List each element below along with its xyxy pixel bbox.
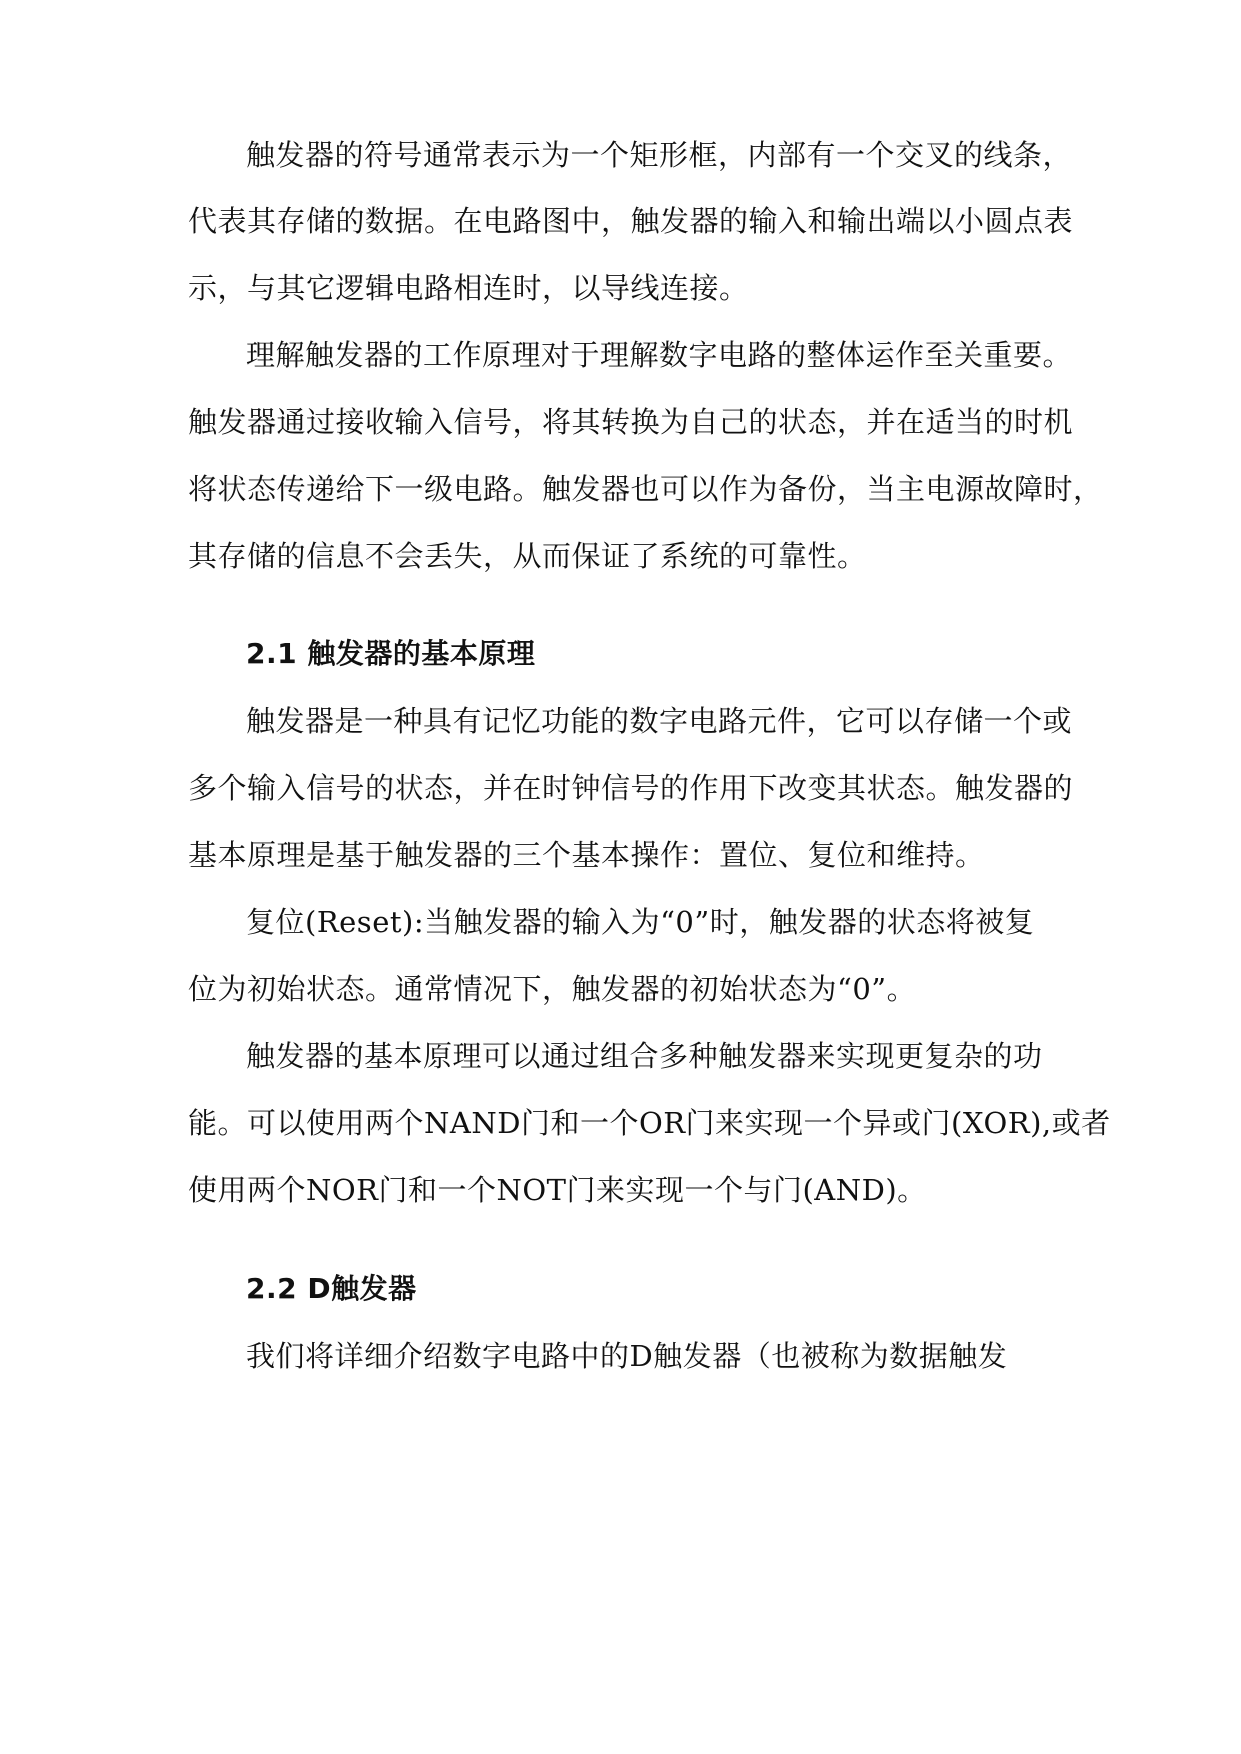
- paragraph-line: 代表其存储的数据。在电路图中，触发器的输入和输出端以小圆点表: [188, 204, 1074, 238]
- paragraph-line: 复位(Reset):当触发器的输入为“0”时，触发器的状态将被复: [246, 905, 1035, 939]
- paragraph-line: 理解触发器的工作原理对于理解数字电路的整体运作至关重要。: [246, 338, 1073, 372]
- paragraph-line: 其存储的信息不会丢失，从而保证了系统的可靠性。: [188, 539, 867, 573]
- paragraph-line: 能。可以使用两个NAND门和一个OR门来实现一个异或门(XOR),或者: [188, 1106, 1111, 1140]
- paragraph-line: 将状态传递给下一级电路。触发器也可以作为备份，当主电源故障时，: [188, 472, 1103, 506]
- paragraph-line: 触发器的基本原理可以通过组合多种触发器来实现更复杂的功: [246, 1039, 1043, 1073]
- paragraph-line: 触发器通过接收输入信号，将其转换为自己的状态，并在适当的时机: [188, 405, 1074, 439]
- paragraph-line: 多个输入信号的状态，并在时钟信号的作用下改变其状态。触发器的: [188, 771, 1074, 805]
- paragraph-line: 使用两个NOR门和一个NOT门来实现一个与门(AND)。: [188, 1173, 927, 1207]
- paragraph-line: 基本原理是基于触发器的三个基本操作：置位、复位和维持。: [188, 838, 985, 872]
- section-heading-2-1: 2.1 触发器的基本原理: [246, 637, 536, 670]
- paragraph-line: 示，与其它逻辑电路相连时，以导线连接。: [188, 271, 749, 305]
- paragraph-line: 触发器是一种具有记忆功能的数字电路元件，它可以存储一个或: [246, 704, 1073, 738]
- paragraph-line: 我们将详细介绍数字电路中的D触发器（也被称为数据触发: [246, 1339, 1008, 1373]
- section-heading-2-2: 2.2 D触发器: [246, 1272, 417, 1305]
- paragraph-line: 位为初始状态。通常情况下，触发器的初始状态为“0”。: [188, 972, 917, 1006]
- paragraph-line: 触发器的符号通常表示为一个矩形框，内部有一个交叉的线条，: [246, 138, 1073, 172]
